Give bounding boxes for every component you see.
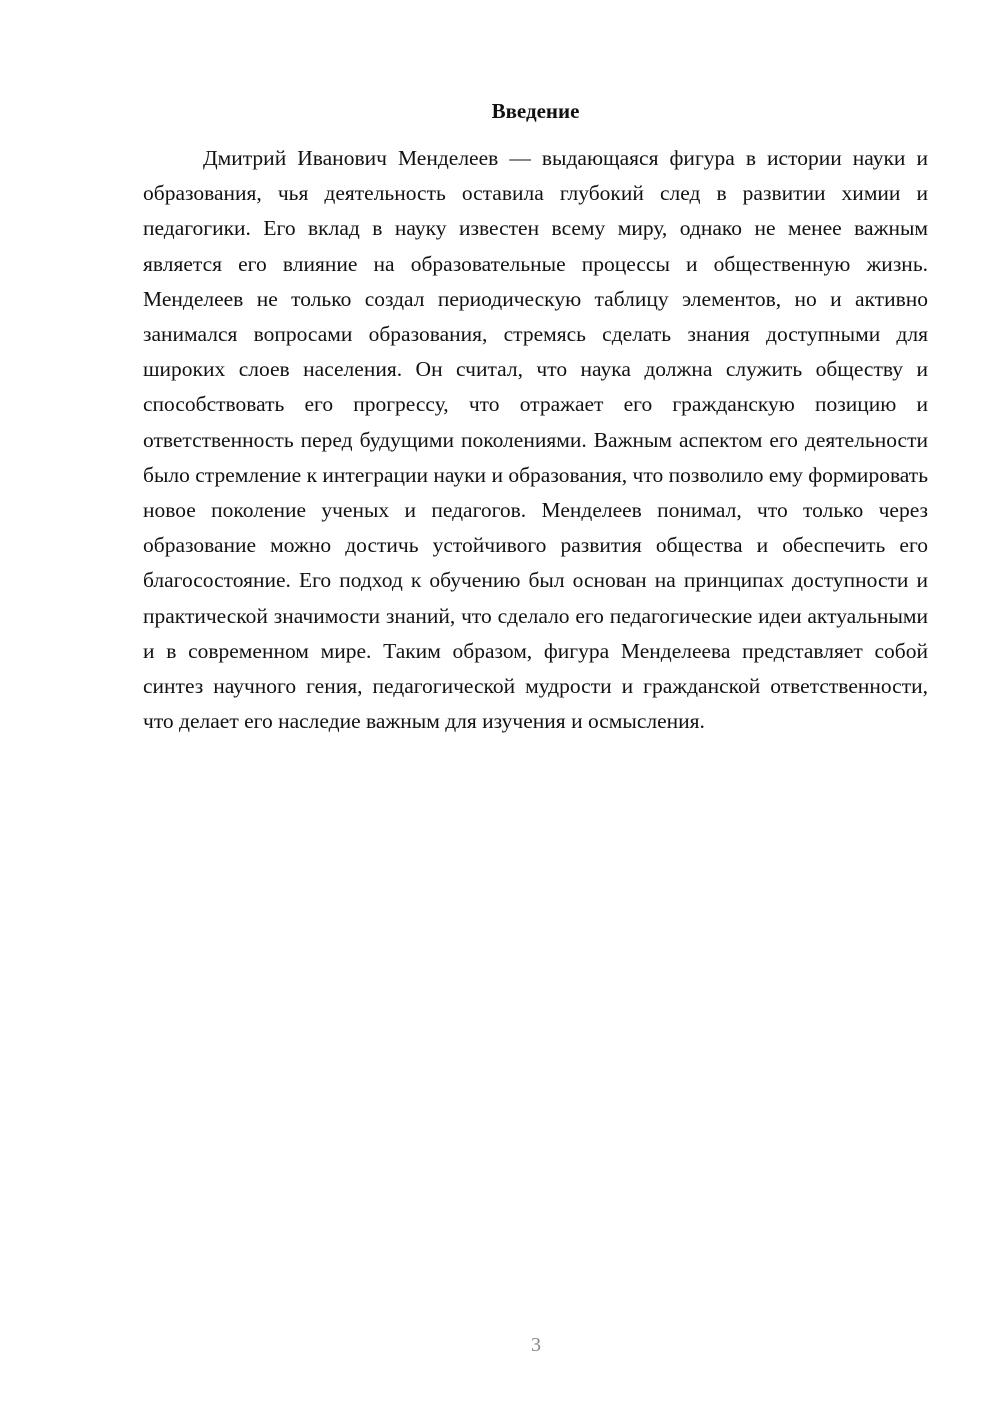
page-number: 3 xyxy=(531,1334,541,1356)
section-heading: Введение xyxy=(491,99,580,123)
body-paragraph: Дмитрий Иванович Менделеев — выдающаяся фигура в истории науки и образования, чья деятельность оставила глубокий след в развитии химии и педагогики. Его вклад в науку известен всему миру, однако не менее важным является его влияние на образовательные процессы и общественную жизнь. Менделеев не только создал периодическую таблицу элементов, но и активно занимался вопросами образования, стремясь сделать знания доступными для широких слоев населения. Он считал, что наука должна служить обществу и способствовать его прогрессу, что отражает его гражданскую позицию и ответственность перед будущими поколениями. Важным аспектом его деятельности было стремление к интеграции науки и образования, что позволило ему формировать новое поколение ученых и педагогов. Менделеев понимал, что только через образование можно достичь устойчивого развития общества и обеспечить его благосостояние. Его подход к обучению был основан на принципах доступности и практической значимости знаний, что сделало его педагогические идеи актуальными и в современном мире. Таким образом, фигура Менделеева представляет собой синтез научного гения, педагогической мудрости и гражданской ответственности, что делает его наследие важным для изучения и осмысления. xyxy=(143,146,928,734)
